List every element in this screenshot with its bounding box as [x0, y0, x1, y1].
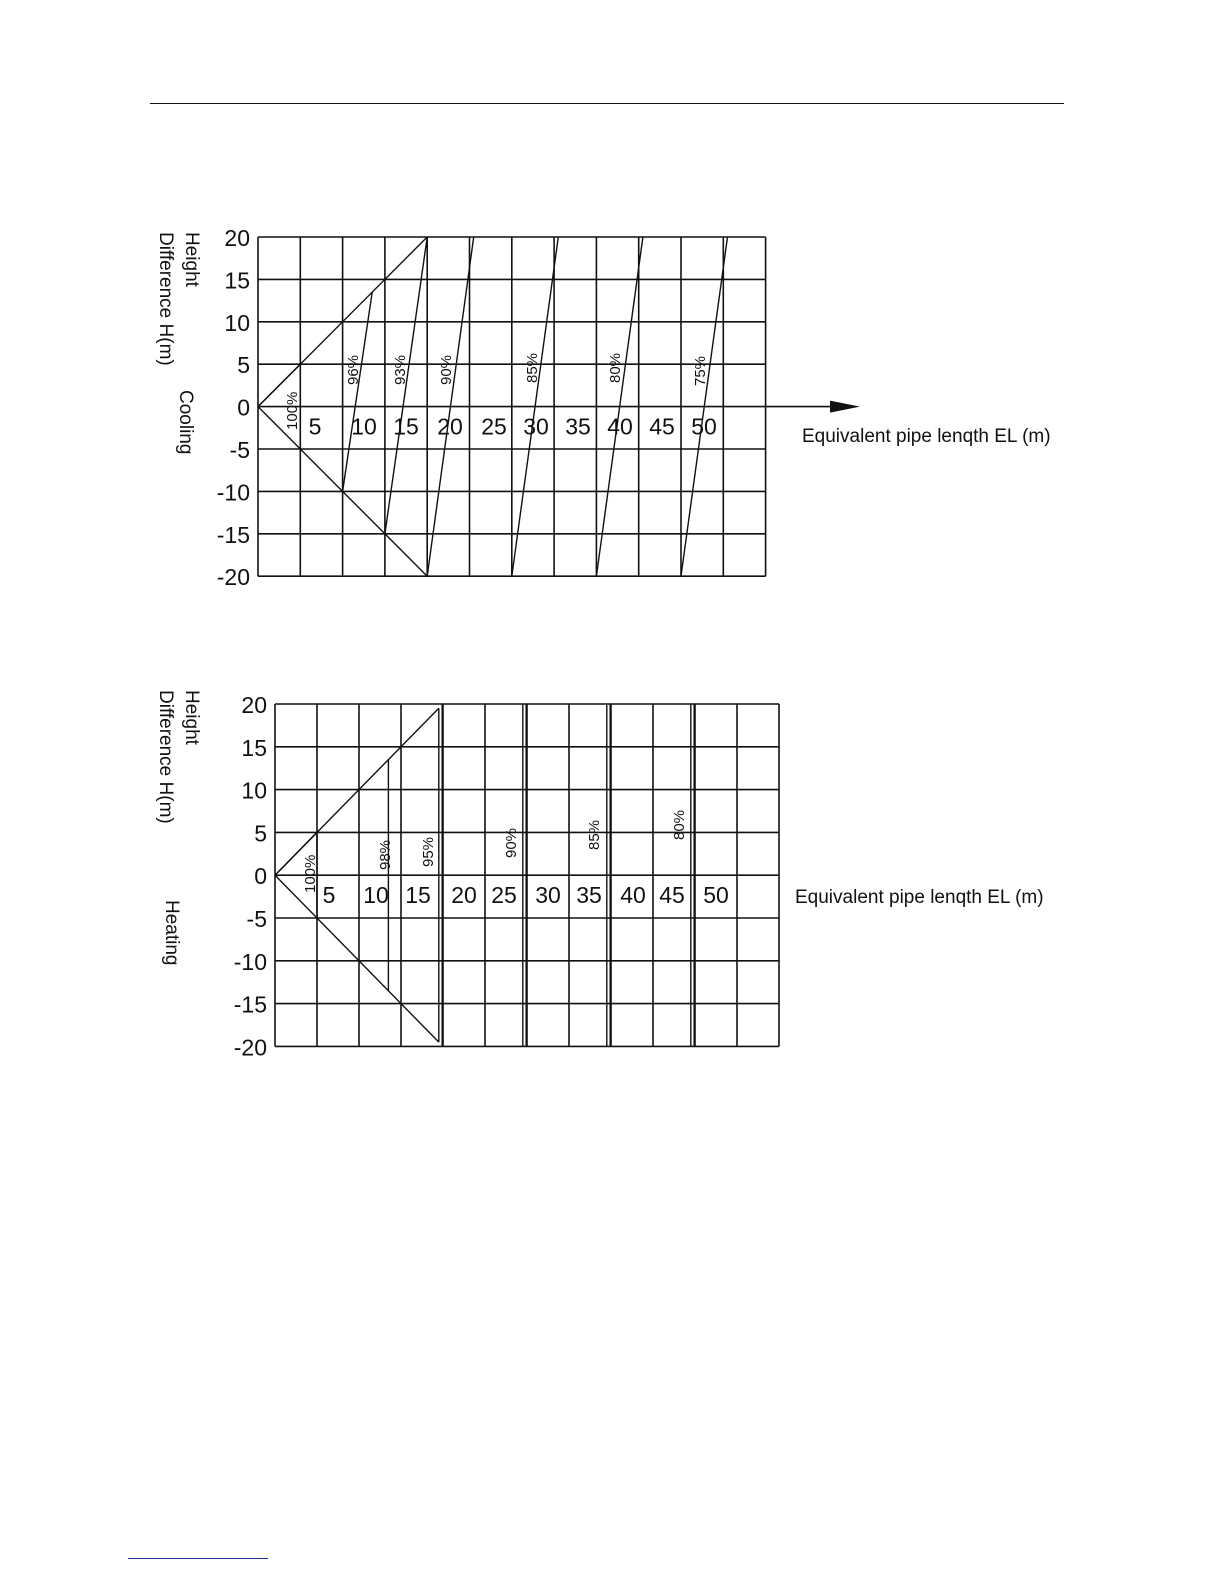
x-tick-label: 50	[691, 413, 717, 440]
x-tick-label: 50	[703, 882, 729, 909]
y-tick-label: -20	[233, 1034, 267, 1061]
percent-label: 75%	[692, 355, 709, 386]
y-tick-label: -5	[246, 906, 267, 932]
x-tick-label: 10	[363, 882, 389, 909]
y-tick-label: 15	[241, 734, 267, 761]
y-tick-label: 0	[254, 863, 267, 890]
mode-label: Cooling	[175, 390, 196, 455]
y-axis-label-line2: Difference H(m)	[155, 690, 176, 824]
x-tick-label: 35	[565, 413, 591, 440]
x-axis-label: Equivalent pipe lenqth EL (m)	[802, 426, 1051, 447]
x-tick-label: 5	[322, 882, 336, 909]
x-tick-label: 15	[405, 882, 431, 909]
y-tick-label: 0	[237, 394, 250, 421]
percent-label: 85%	[524, 352, 541, 383]
y-tick-label: -15	[233, 991, 267, 1018]
percent-label: 100%	[284, 391, 301, 430]
footer-link-underline	[128, 1558, 268, 1559]
x-axis-label: Equivalent pipe lenqth EL (m)	[795, 887, 1044, 908]
x-tick-label: 35	[576, 882, 602, 909]
y-tick-label: 5	[254, 820, 267, 847]
x-tick-label: 20	[437, 413, 463, 440]
y-tick-label: 20	[241, 692, 267, 718]
y-tick-label: -5	[229, 437, 250, 463]
x-tick-label: 10	[351, 413, 377, 440]
y-axis-label-line2: Difference H(m)	[155, 232, 176, 366]
x-tick-label: 25	[481, 413, 507, 440]
y-tick-label: -15	[216, 521, 250, 548]
percent-label: 93%	[392, 354, 409, 385]
x-tick-label: 30	[535, 882, 561, 909]
y-tick-label: -20	[216, 564, 250, 591]
x-tick-label: 25	[491, 882, 517, 909]
y-tick-label: 10	[224, 309, 250, 336]
x-tick-label: 40	[607, 413, 633, 440]
percent-label: 85%	[586, 819, 603, 850]
x-tick-label: 5	[308, 413, 322, 440]
y-axis-label-line1: Height	[181, 232, 202, 287]
percent-label: 95%	[420, 836, 437, 867]
percent-label: 80%	[607, 352, 624, 383]
y-tick-label: 5	[237, 352, 250, 379]
y-tick-label: -10	[233, 948, 267, 975]
y-tick-label: 15	[224, 267, 250, 294]
percent-label: 80%	[671, 809, 688, 840]
x-tick-label: 45	[659, 882, 685, 909]
x-tick-label: 40	[620, 882, 646, 909]
y-axis-label-line1: Height	[181, 690, 202, 745]
x-tick-label: 20	[451, 882, 477, 909]
percent-label: 98%	[377, 839, 394, 870]
percent-label: 100%	[302, 854, 319, 893]
percent-label: 90%	[438, 354, 455, 385]
percent-label: 96%	[345, 354, 362, 385]
y-tick-label: -10	[216, 479, 250, 506]
envelope-line	[275, 708, 439, 875]
x-tick-label: 15	[393, 413, 419, 440]
x-tick-label: 30	[523, 413, 549, 440]
percent-label: 90%	[503, 827, 520, 858]
mode-label: Heating	[161, 900, 182, 966]
y-tick-label: 20	[224, 225, 250, 251]
y-tick-label: 10	[241, 777, 267, 804]
x-tick-label: 45	[649, 413, 675, 440]
